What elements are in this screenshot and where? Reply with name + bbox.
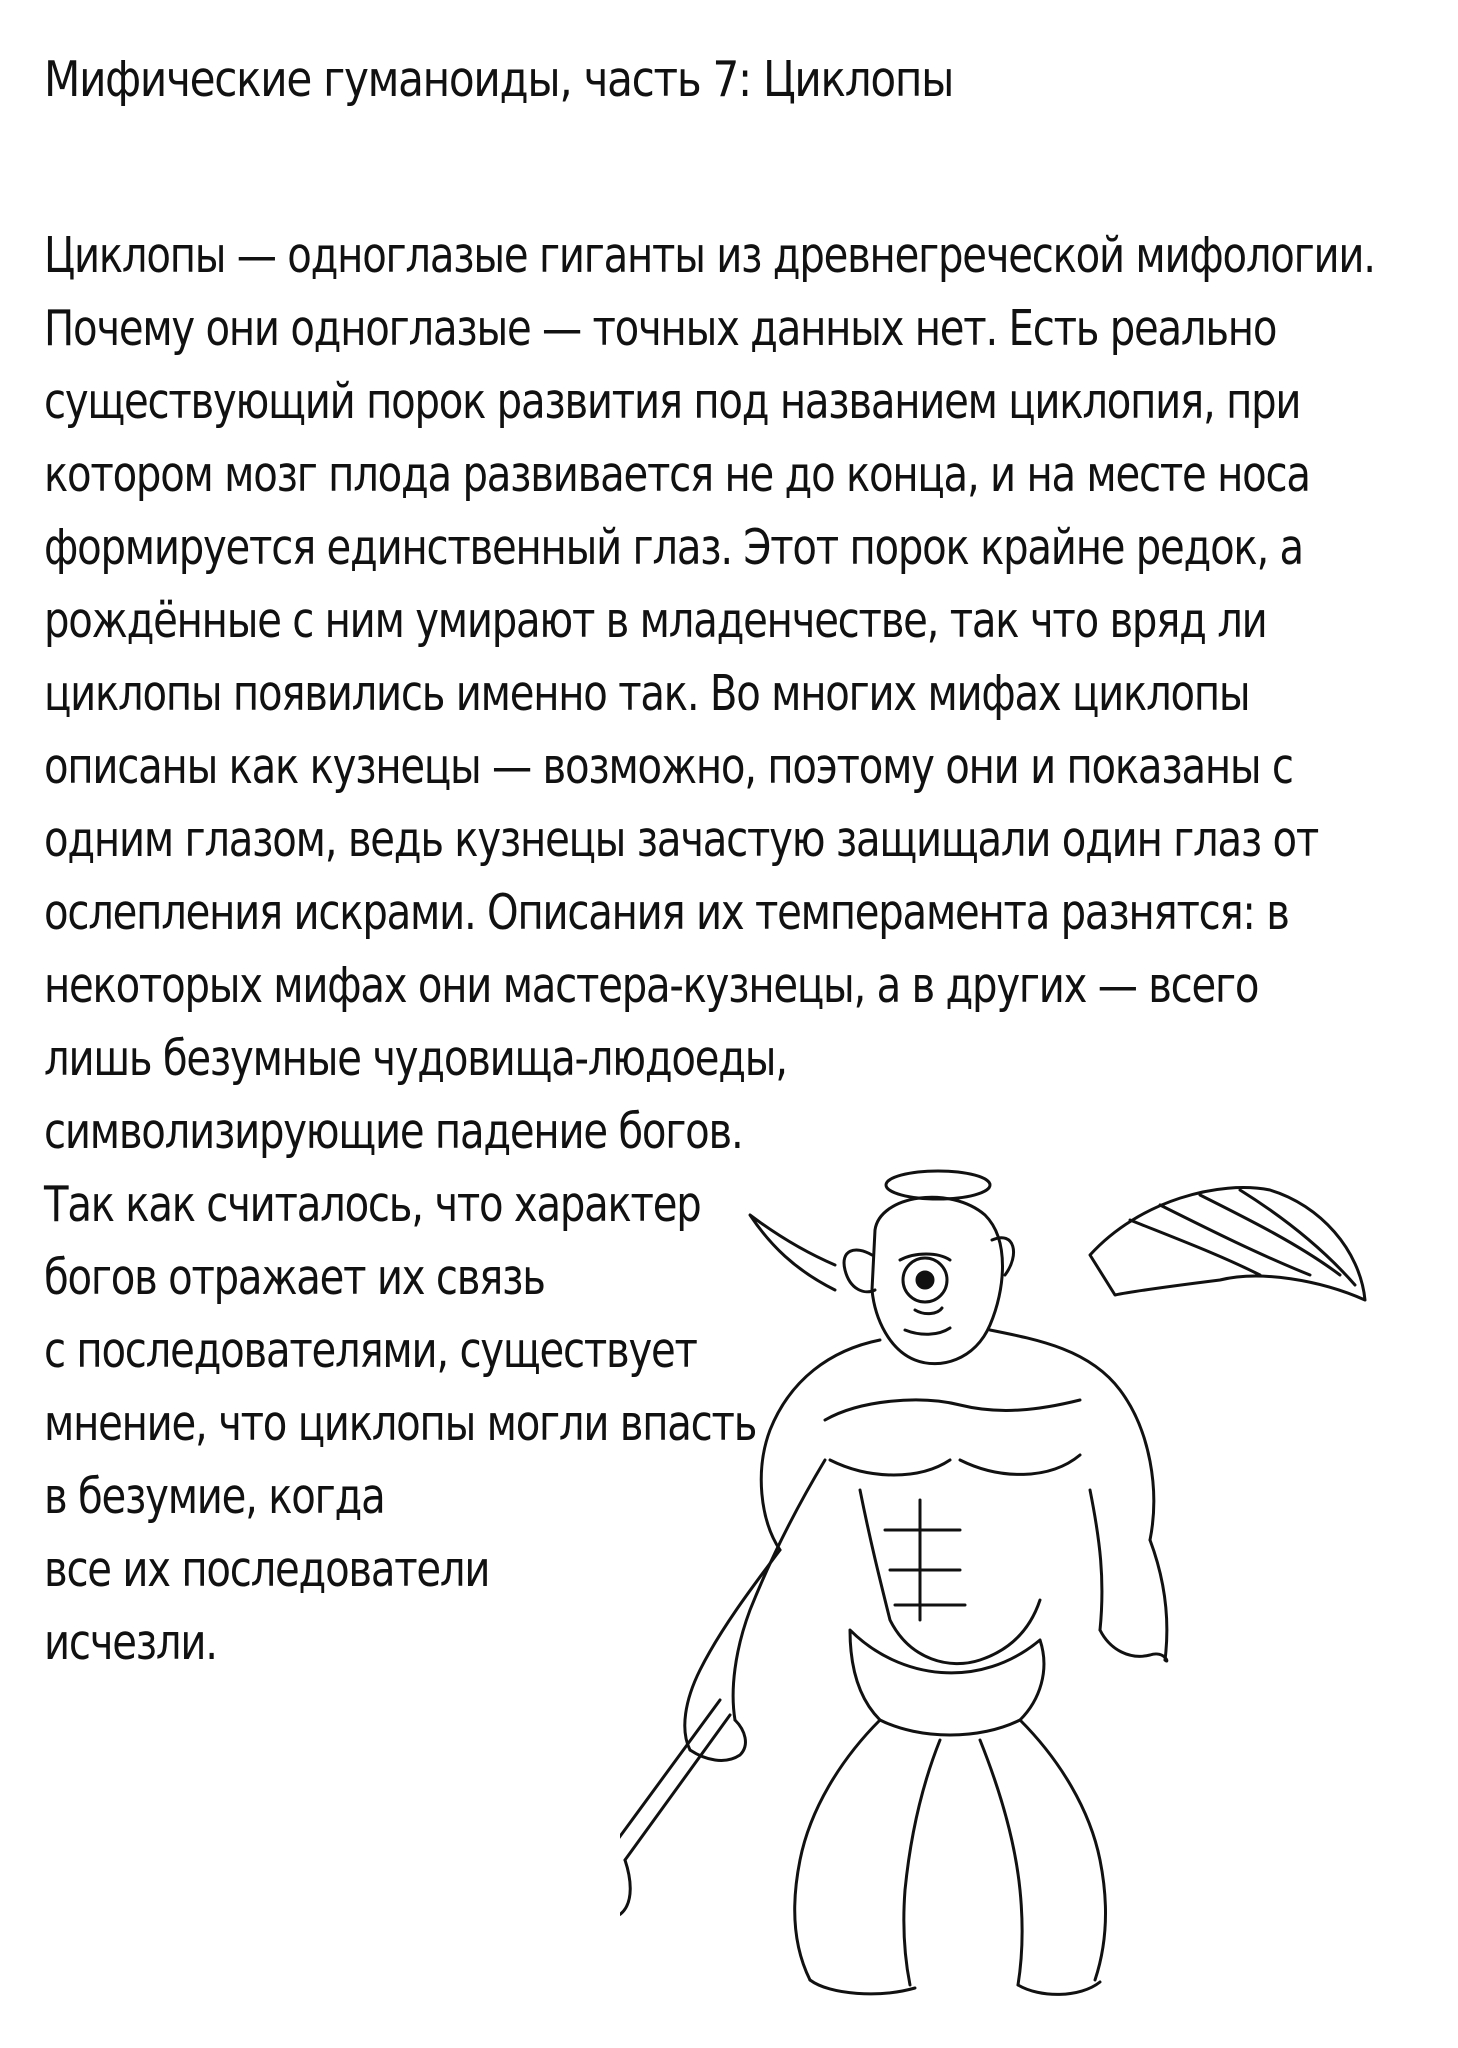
text-line: в безумие, когда: [44, 1468, 385, 1525]
cyclops-illustration: [620, 1160, 1380, 2020]
text-line: Почему они одноглазые — точных данных нет. Есть реально: [44, 300, 1277, 357]
text-line: Циклопы — одноглазые гиганты из древнегреческой мифологии.: [44, 227, 1375, 284]
page-title: Мифические гуманоиды, часть 7: Циклопы: [44, 51, 954, 108]
arm-icon: [685, 1460, 1167, 1760]
winged-cyclops-with-club-drawing-icon: [620, 1160, 1380, 2020]
text-line: символизирующие падение богов.: [44, 1103, 743, 1160]
text-line: мнение, что циклопы могли впасть: [44, 1395, 757, 1452]
text-line: формируется единственный глаз. Этот порок крайне редок, а: [44, 519, 1303, 576]
text-line: с последователями, существует: [44, 1322, 697, 1379]
text-line: котором мозг плода развивается не до конца, и на месте носа: [44, 446, 1310, 503]
text-line: рождённые с ним умирают в младенчестве, так что вряд ли: [44, 592, 1267, 649]
wing-icon: [750, 1188, 1365, 1300]
leg-icon: [795, 1720, 1106, 1994]
text-line: одним глазом, ведь кузнецы зачастую защищали один глаз от: [44, 811, 1319, 868]
club-icon: [620, 1700, 730, 1918]
text-line: все их последователи: [44, 1541, 490, 1598]
text-line: существующий порок развития под названием циклопия, при: [44, 373, 1301, 430]
halo-icon: [886, 1171, 990, 1199]
text-line: циклопы появились именно так. Во многих мифах циклопы: [44, 665, 1250, 722]
torso-icon: [761, 1330, 1153, 1664]
head-icon: [844, 1197, 1014, 1363]
text-line: лишь безумные чудовища-людоеды,: [44, 1030, 787, 1087]
text-line: ослепления искрами. Описания их темперамента разнятся: в: [44, 884, 1289, 941]
text-line: богов отражает их связь: [44, 1249, 545, 1306]
text-line: описаны как кузнецы — возможно, поэтому они и показаны с: [44, 738, 1293, 795]
text-line: исчезли.: [44, 1614, 217, 1671]
text-line: Так как считалось, что характер: [44, 1176, 701, 1233]
text-line: некоторых мифах они мастера-кузнецы, а в других — всего: [44, 957, 1259, 1014]
